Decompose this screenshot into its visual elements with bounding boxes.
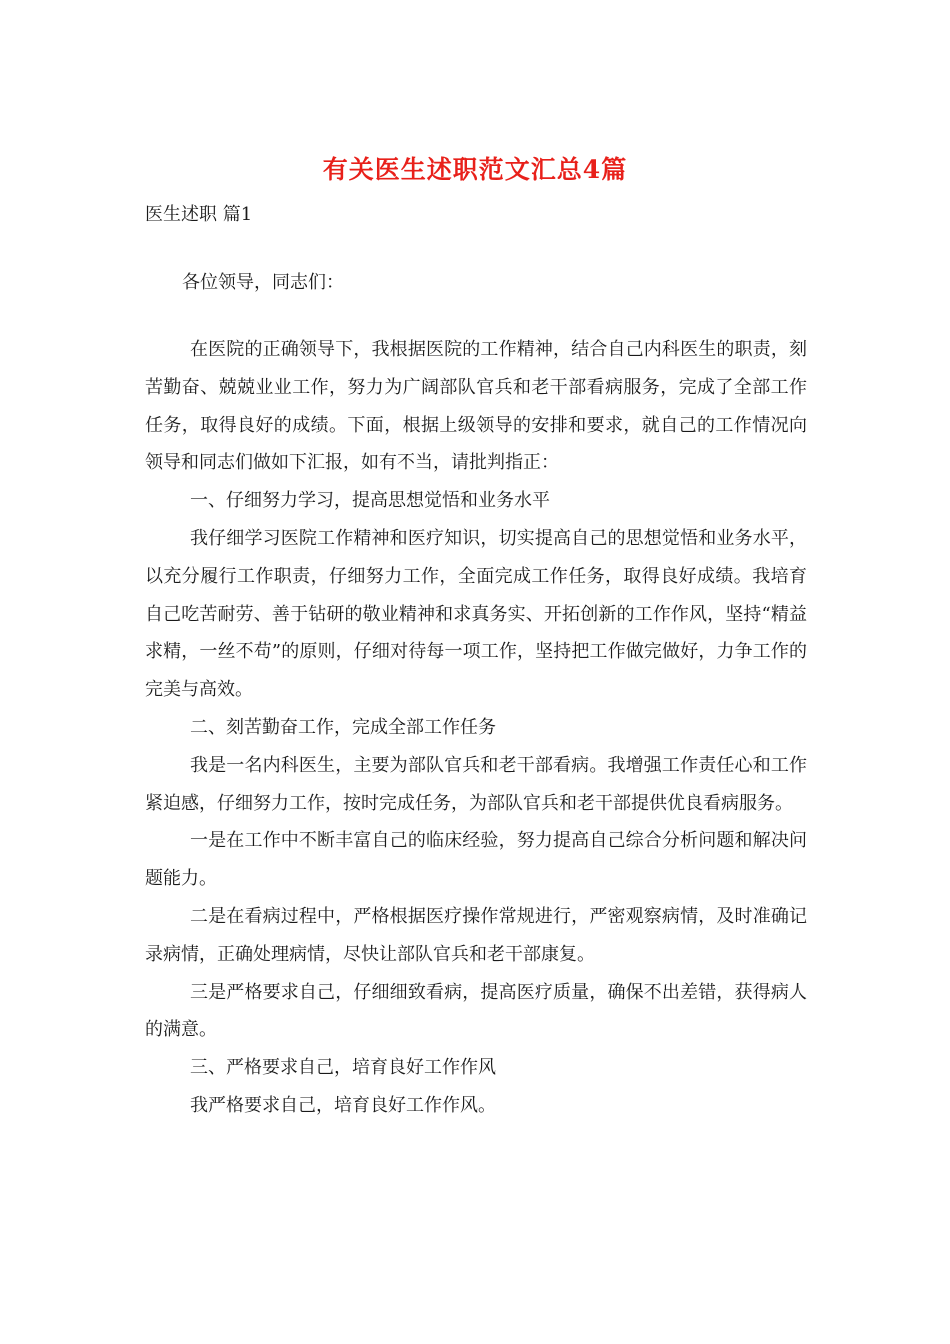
paragraph: 在医院的正确领导下，我根据医院的工作精神，结合自己内科医生的职责，刻苦勤奋、兢兢业业工作，努力为广阔部队官兵和老干部看病服务，完成了全部工作任务，取得良好的成绩。下面，根据上级领导的安排和要求，就自己的工作情况向领导和同志们做如下汇报，如有不当，请批判指正： — [145, 339, 807, 474]
paragraph: 二是在看病过程中，严格根据医疗操作常规进行，严密观察病情，及时准确记录病情，正确处理病情，尽快让部队官兵和老干部康复。 — [145, 905, 807, 965]
paragraph: 我仔细学习医院工作精神和医疗知识，切实提高自己的思想觉悟和业务水平，以充分履行工作职责，仔细努力工作，全面完成工作任务，取得良好成绩。我培育自己吃苦耐劳、善于钻研的敬业精神和求真务实、开拓创新的工作作风，坚持“精益求精，一丝不苟”的原则，仔细对待每一项工作，坚持把工作做完做好，力争工作的完美与高效。 — [145, 527, 807, 701]
heading-2: 二、刻苦勤奋工作，完成全部工作任务 — [190, 716, 496, 738]
section-label: 医生述职 篇1 — [145, 204, 253, 225]
paragraph: 三是严格要求自己，仔细细致看病，提高医疗质量，确保不出差错，获得病人的满意。 — [145, 981, 807, 1041]
paragraph: 我严格要求自己，培育良好工作作风。 — [190, 1094, 496, 1116]
paragraph: 我是一名内科医生，主要为部队官兵和老干部看病。我增强工作责任心和工作紧迫感，仔细努力工作，按时完成任务，为部队官兵和老干部提供优良看病服务。 — [145, 754, 807, 814]
greeting: 各位领导，同志们： — [182, 272, 344, 293]
document-title: 有关医生述职范文汇总4篇 — [322, 155, 628, 184]
body-text — [145, 331, 807, 1125]
heading-1: 一、仔细努力学习，提高思想觉悟和业务水平 — [190, 490, 550, 512]
heading-3: 三、严格要求自己，培育良好工作作风 — [190, 1057, 496, 1079]
paragraph: 一是在工作中不断丰富自己的临床经验，努力提高自己综合分析问题和解决问题能力。 — [145, 830, 807, 890]
